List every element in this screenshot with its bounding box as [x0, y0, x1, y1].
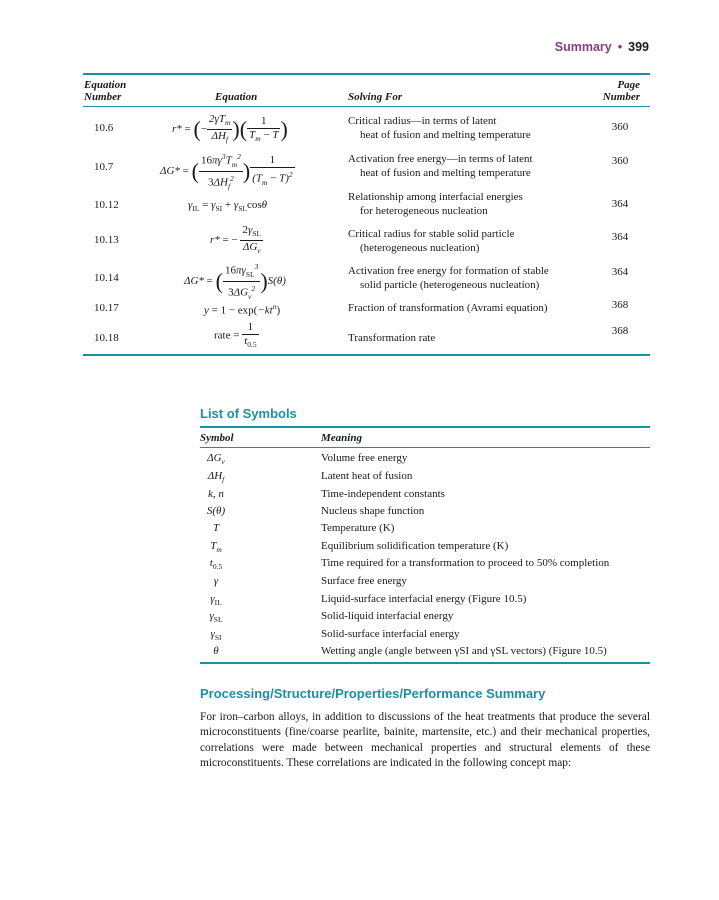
table-top-rule	[83, 73, 650, 75]
symbol-meaning: Volume free energy	[321, 452, 408, 464]
symbol-meaning: Time-independent constants	[321, 488, 445, 500]
eq-number: 10.7	[94, 161, 114, 173]
symbol: T	[212, 522, 220, 534]
header-page-number: 399	[628, 40, 649, 54]
symbol-meaning: Latent heat of fusion	[321, 470, 413, 482]
equation-10-12: $\gamma_{IL} = \gamma_{SI} + \gamma_{SL}\cos\theta$	[188, 199, 268, 214]
symbols-header-symbol: Symbol	[200, 432, 234, 444]
page-ref: 368	[611, 325, 629, 337]
eq-number: 10.6	[94, 122, 114, 134]
symbols-header-rule	[200, 447, 650, 448]
solving-for: Relationship among interfacial energies for heterogeneous nucleation	[348, 191, 523, 217]
eq-number: 10.14	[94, 272, 119, 284]
symbol: S(θ)	[206, 505, 226, 517]
symbols-top-rule	[200, 426, 650, 428]
symbol-meaning: Time required for a transformation to proceed to 50% completion	[321, 557, 610, 569]
equation-10-13: r* = − $\frac{2\gamma_{SL}}{\Delta G_v}$	[210, 224, 262, 256]
symbol-meaning: Solid-liquid interfacial energy	[321, 610, 454, 622]
symbol: k, n	[208, 488, 224, 500]
col-header-number: Equation Number	[84, 79, 127, 103]
page-ref: 360	[611, 155, 629, 167]
solving-for: Fraction of transformation (Avrami equation)	[348, 302, 548, 314]
page-ref: 364	[611, 198, 629, 210]
symbol: $\Delta G_v$	[207, 452, 225, 467]
symbols-header-meaning: Meaning	[321, 432, 362, 444]
solving-for: Transformation rate	[348, 332, 436, 344]
summary-paragraph: For iron–carbon alloys, in addition to discussions of the heat treatments that produce the several microconstituents (fine/coarse pearlite, bainite, martensite, etc.) and their mechanical properties, correlations were made between mechanical properties and structural elements of these microconstituents. These correlations are indicated in the following concept map:	[200, 711, 650, 769]
symbols-bottom-rule	[200, 662, 650, 664]
symbol: $T_m$	[210, 540, 222, 555]
solving-for: Activation free energy for formation of stable solid particle (heterogeneous nucleation)	[348, 265, 549, 291]
equation-10-18: rate = $\frac{1}{t_{0.5}}$	[214, 321, 257, 350]
summary-title: Processing/Structure/Properties/Performance Summary	[200, 686, 546, 701]
symbol: $\gamma_{SI}$	[210, 628, 222, 643]
table-bottom-rule	[83, 354, 650, 356]
symbol-meaning: Wetting angle (angle between γSI and γSL vectors) (Figure 10.5)	[321, 645, 607, 657]
symbol-meaning: Temperature (K)	[321, 522, 395, 534]
col-header-equation: Equation	[215, 91, 258, 103]
equation-10-6: r* = (− $\frac{2\gamma T_m}{\Delta H_f}$ )( $\frac{1}{T_m - T}$ )	[172, 113, 288, 145]
symbol: $t_{0.5}$	[209, 557, 223, 572]
symbol: θ	[213, 645, 219, 657]
col-header-solving-for: Solving For	[348, 91, 403, 103]
table-header-rule	[83, 106, 650, 107]
symbol-meaning: Nucleus shape function	[321, 505, 425, 517]
solving-for: Activation free energy—in terms of latent heat of fusion and melting temperature	[348, 153, 533, 179]
solving-for: Critical radius—in terms of latent heat of fusion and melting temperature	[348, 115, 531, 141]
page-ref: 360	[611, 121, 629, 133]
equation-10-14: ΔG* = ( $\frac{16\pi\gamma_{SL}^3}{3\Delta G_v^2}$ )S(θ)	[184, 262, 286, 301]
eq-number: 10.12	[94, 199, 119, 211]
symbol-meaning: Liquid-surface interfacial energy (Figure 10.5)	[321, 593, 527, 605]
header-separator: •	[617, 40, 623, 54]
solving-for: Critical radius for stable solid particle (heterogeneous nucleation)	[348, 228, 515, 254]
page-ref: 364	[611, 231, 629, 243]
symbol: $\gamma_{SL}$	[209, 610, 223, 625]
eq-number: 10.17	[94, 302, 119, 314]
symbol-meaning: Equilibrium solidification temperature (K)	[321, 540, 509, 552]
eq-number: 10.13	[94, 234, 119, 246]
symbol: $\Delta H_f$	[207, 470, 225, 485]
equation-10-17: $y = 1 - \exp(-kt^n)$	[204, 302, 281, 317]
col-header-page: Page Number	[602, 79, 640, 103]
symbol: $\gamma_{IL}$	[210, 593, 222, 608]
symbols-title: List of Symbols	[200, 406, 297, 421]
page-ref: 364	[611, 266, 629, 278]
page-ref: 368	[611, 299, 629, 311]
header-section: Summary	[554, 40, 612, 54]
symbol: γ	[213, 575, 219, 587]
symbol-meaning: Surface free energy	[321, 575, 407, 587]
equation-10-7: ΔG* = ( $\frac{16\pi\gamma^3T_m^2}{3\Delta H_f^2}$ ) $\frac{1}{(T_m - T)^2}$	[160, 152, 293, 191]
eq-number: 10.18	[94, 332, 119, 344]
symbol-meaning: Solid-surface interfacial energy	[321, 628, 460, 640]
running-header	[555, 40, 649, 54]
